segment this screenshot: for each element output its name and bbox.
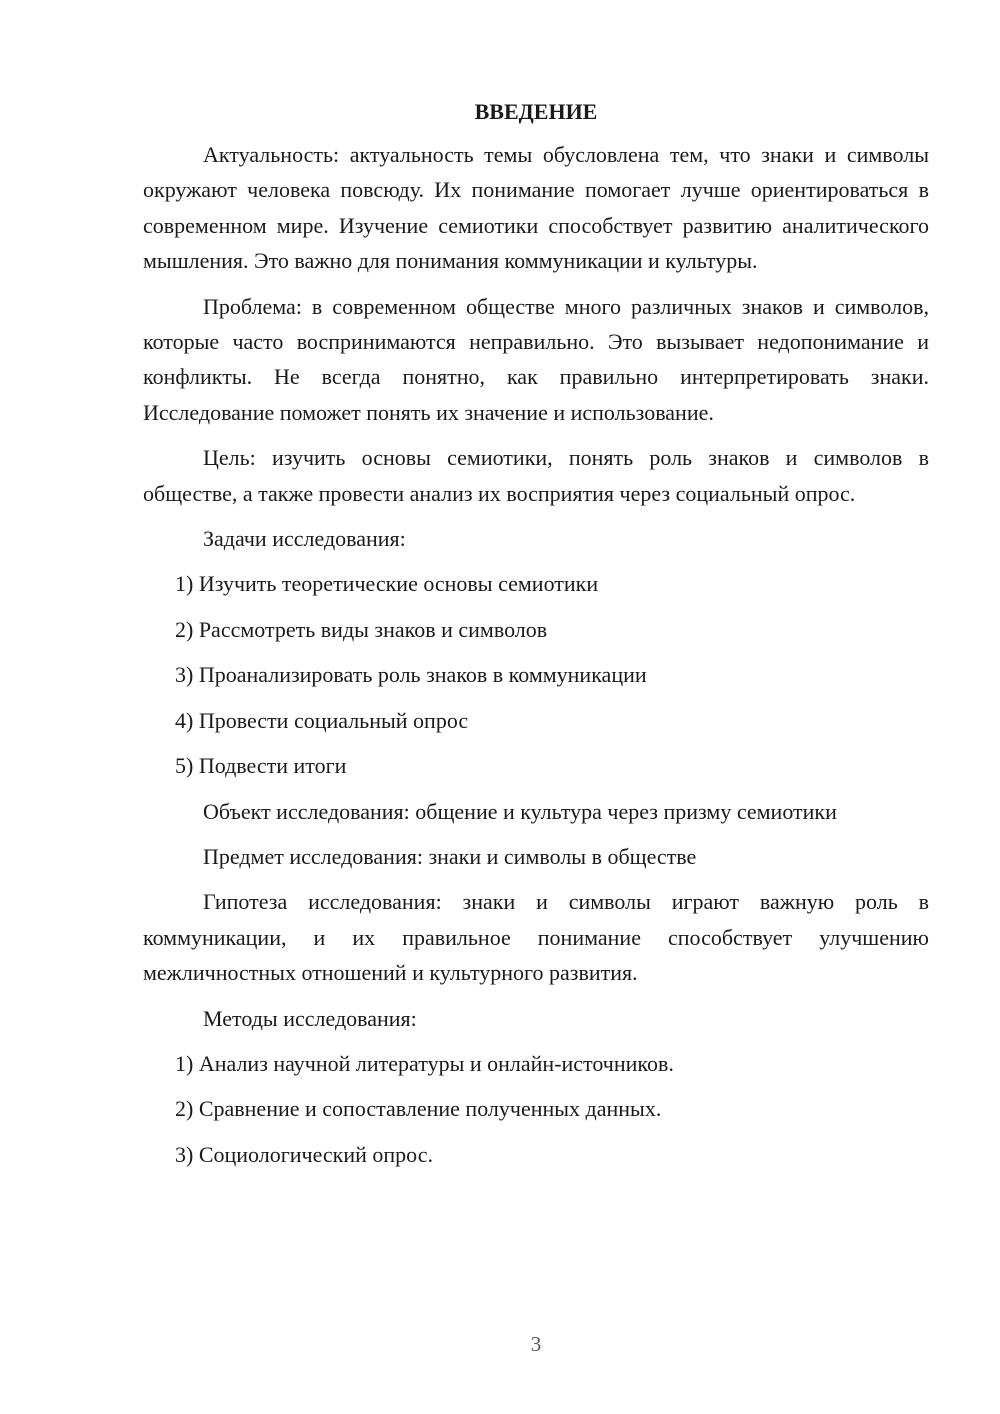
list-item: 4) Провести социальный опрос [175, 707, 469, 733]
list-item: 5) Подвести итоги [175, 753, 347, 779]
list-item: 3) Социологический опрос. [175, 1141, 433, 1167]
relevance-paragraph: Актуальность: актуальность темы обусловлена тем, что знаки и символы окружают человека повсюду. Их понимание помогает лучше ориентироваться в современном мире. Изучение семиотики способствует развитию аналитического мышления. Это важно для понимания коммуникации и культуры. [143, 142, 929, 274]
problem-paragraph: Проблема: в современном обществе много различных знаков и символов, которые часто воспринимаются неправильно. Это вызывает недопонимание и конфликты. Не всегда понятно, как правильно интерпретировать знаки. Исследование поможет понять их значение и использование. [143, 293, 929, 425]
hypothesis-paragraph: Гипотеза исследования: знаки и символы играют важную роль в коммуникации, и их правильное понимание способствует улучшению межличностных отношений и культурного развития. [143, 889, 929, 986]
object-line: Объект исследования: общение и культура через призму семиотики [203, 798, 837, 824]
list-item: 1) Анализ научной литературы и онлайн-источников. [175, 1050, 674, 1076]
goal-paragraph: Цель: изучить основы семиотики, понять роль знаков и символов в обществе, а также провести анализ их восприятия через социальный опрос. [143, 445, 929, 506]
page-number: 3 [530, 1332, 542, 1356]
list-item: 1) Изучить теоретические основы семиотики [175, 571, 599, 597]
methods-title: Методы исследования: [203, 1005, 417, 1031]
list-item: 2) Рассмотреть виды знаков и символов [175, 616, 548, 642]
document-page [143, 96, 929, 1182]
page-title: ВВЕДЕНИЕ [474, 99, 598, 124]
subject-line: Предмет исследования: знаки и символы в обществе [203, 843, 697, 869]
tasks-title: Задачи исследования: [203, 526, 406, 552]
list-item: 3) Проанализировать роль знаков в коммуникации [175, 662, 647, 688]
list-item: 2) Сравнение и сопоставление полученных данных. [175, 1096, 662, 1122]
